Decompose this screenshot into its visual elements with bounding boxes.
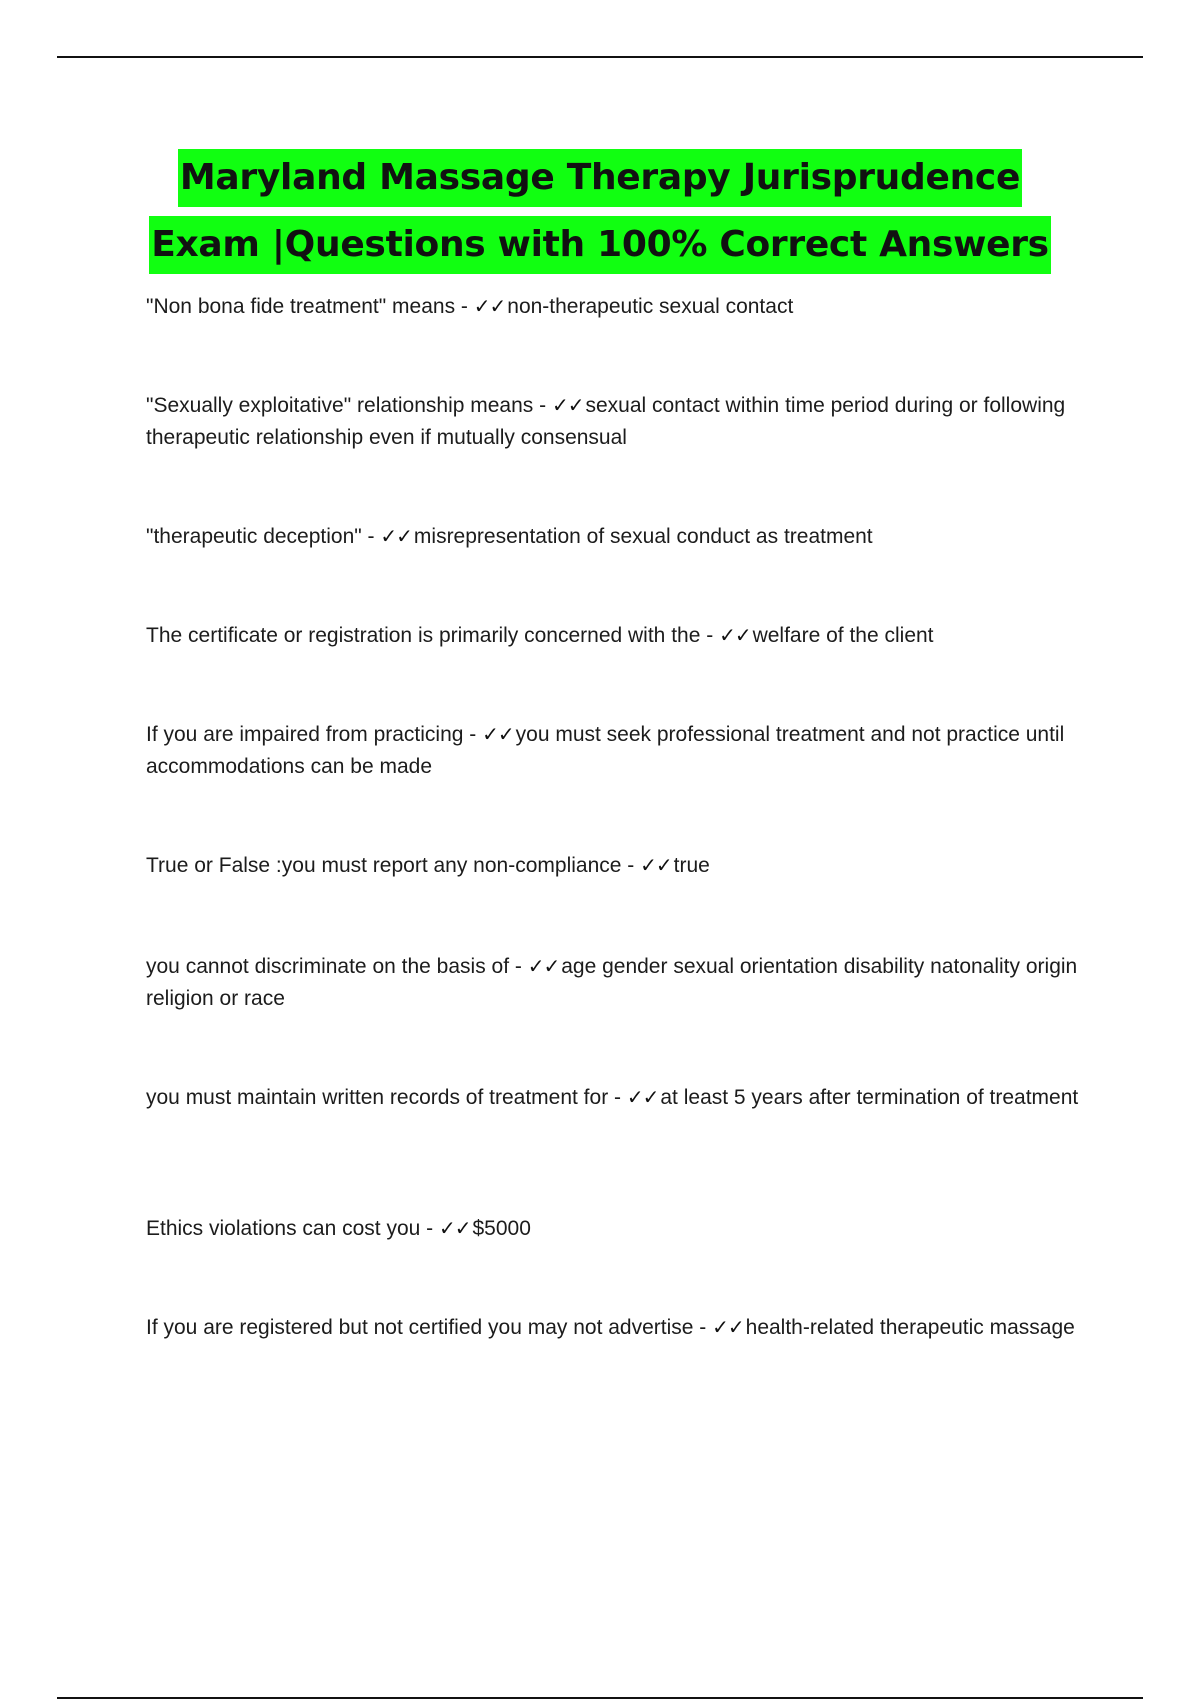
check-icon: ✓✓ [482, 722, 514, 746]
qa-item [146, 718, 1091, 783]
qa-question: If you are registered but not certified you may not advertise - [146, 1316, 713, 1339]
qa-answer: age gender sexual orientation disability natonality origin religion or race [146, 955, 1078, 1010]
qa-question: "Sexually exploitative" relationship means - [146, 394, 552, 417]
check-icon: ✓✓ [626, 1085, 659, 1109]
qa-answer: true [673, 854, 710, 877]
qa-item [146, 849, 1091, 882]
qa-question: "therapeutic deception" - [146, 525, 381, 548]
qa-item [146, 1081, 1091, 1114]
check-icon: ✓✓ [527, 954, 560, 978]
qa-answer: health-related therapeutic massage [745, 1316, 1075, 1339]
qa-question: The certificate or registration is primarily concerned with the - [146, 624, 720, 647]
qa-item [146, 619, 1091, 652]
qa-question: you cannot discriminate on the basis of - [146, 955, 528, 978]
bottom-rule [57, 1697, 1143, 1699]
qa-item [146, 389, 1091, 454]
qa-item [146, 1311, 1091, 1344]
qa-answer: $5000 [472, 1217, 531, 1240]
qa-item [146, 1212, 1091, 1245]
check-icon: ✓✓ [473, 294, 506, 318]
qa-question: "Non bona fide treatment" means - [146, 295, 474, 318]
qa-question: Ethics violations can cost you - [146, 1217, 439, 1240]
qa-answer: at least 5 years after termination of treatment [660, 1086, 1079, 1109]
check-icon: ✓✓ [712, 1315, 744, 1339]
qa-answer: welfare of the client [752, 624, 934, 647]
check-icon: ✓✓ [380, 524, 412, 548]
qa-item [146, 290, 1091, 323]
title-line-1: Maryland Massage Therapy Jurisprudence [178, 149, 1022, 207]
check-icon: ✓✓ [551, 393, 584, 417]
top-rule [57, 56, 1143, 58]
qa-answer: misrepresentation of sexual conduct as treatment [413, 525, 873, 548]
qa-question: True or False :you must report any non-compliance - [146, 854, 641, 877]
check-icon: ✓✓ [719, 623, 751, 647]
qa-question: you must maintain written records of treatment for - [146, 1086, 627, 1109]
qa-answer: sexual contact within time period during or following therapeutic relationship even if mutually consensual [146, 394, 1066, 449]
qa-answer: you must seek professional treatment and not practice until accommodations can be made [146, 723, 1065, 778]
qa-answer: non-therapeutic sexual contact [507, 295, 794, 318]
qa-question: If you are impaired from practicing - [146, 723, 483, 746]
qa-item [146, 520, 1091, 553]
title-line-2: Exam |Questions with 100% Correct Answers [149, 216, 1051, 274]
check-icon: ✓✓ [438, 1216, 471, 1240]
check-icon: ✓✓ [640, 853, 672, 877]
qa-item [146, 950, 1091, 1015]
document-title [0, 146, 1200, 277]
